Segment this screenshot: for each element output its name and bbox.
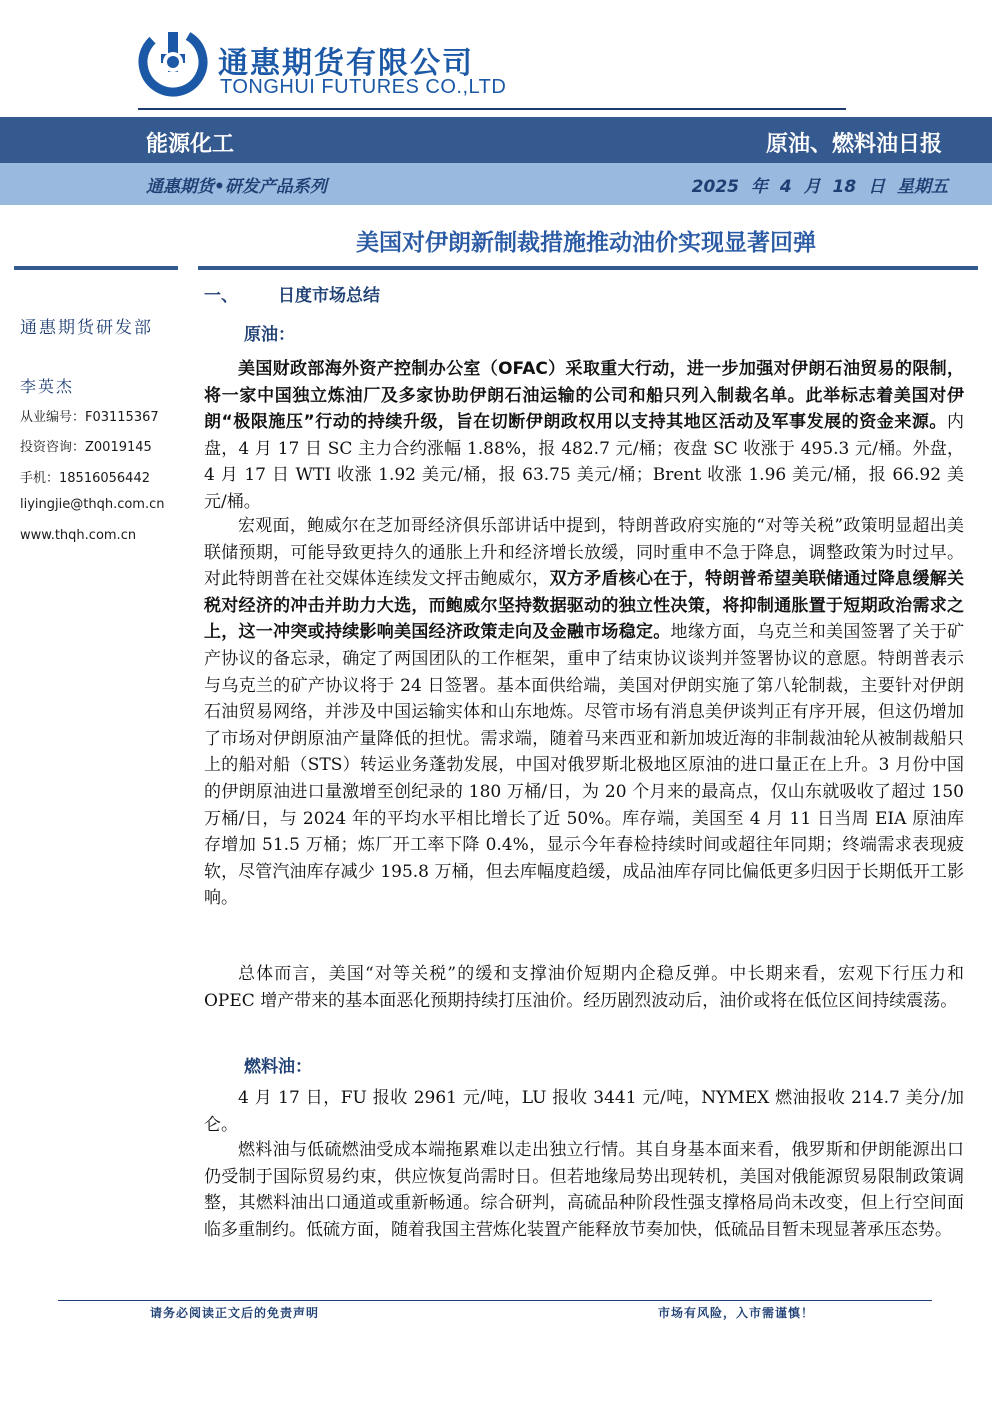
company-name-cn: 通惠期货有限公司 bbox=[218, 46, 474, 81]
sidebar-consult: 投资咨询：Z0019145 bbox=[20, 440, 152, 455]
sidebar-analyst: 李英杰 bbox=[20, 377, 75, 396]
section-heading bbox=[204, 281, 380, 306]
section-number: 一、 bbox=[204, 286, 238, 306]
crude-heading: 原油： bbox=[244, 325, 295, 345]
fuel-heading: 燃料油： bbox=[244, 1057, 312, 1077]
footer-rule bbox=[58, 1300, 932, 1301]
crude-paragraph-3: 总体而言，美国“对等关税”的缓和支撑油价短期内企稳反弹。中长期来看，宏观下行压力和 OPEC 增产带来的基本面恶化预期持续打压油价。经历剧烈波动后，油价或将在低位区间持续震荡。 bbox=[204, 964, 964, 1011]
sidebar-website: www.thqh.com.cn bbox=[20, 528, 137, 543]
series-label: 通惠期货•研发产品系列 bbox=[146, 177, 327, 197]
report-headline: 美国对伊朗新制裁措施推动油价实现显著回弹 bbox=[356, 230, 816, 256]
report-date bbox=[692, 172, 948, 197]
crude-p1-bold: 美国财政部海外资产控制办公室（OFAC）采取重大行动，进一步加强对伊朗石油贸易的限制，将一家中国独立炼油厂及多家协助伊朗石油运输的公司和船只列入制裁名单。此举标志着美国对伊朗“极限施压”行动的持续升级，旨在切断伊朗政权用以支持其地区活动及军事发展的资金来源。 bbox=[204, 359, 964, 433]
company-logo-icon bbox=[137, 26, 209, 98]
fuel-paragraph-1: 4 月 17 日，FU 报收 2961 元/吨，LU 报收 3441 元/吨，NYMEX 燃油报收 214.7 美分/加仑。 bbox=[204, 1088, 964, 1135]
weekday-text: 星期五 bbox=[897, 177, 948, 197]
crude-p1-rest: 内盘，4 月 17 日 SC 主力合约涨幅 1.88%，报 482.7 元/桶；夜盘 SC 收涨于 495.3 元/桶。外盘，4 月 17 日 WTI 收涨 1.92 美元/桶，报 63.75 美元/桶；Brent 收涨 1.96 美元/桶，报 66.92 美元/桶。 bbox=[204, 412, 964, 512]
crude-p2-bold: 双方矛盾核心在于，特朗普希望美联储通过降息缓解关税对经济的冲击并助力大选，而鲍威尔坚持数据驱动的独立性决策，将抑制通胀置于短期政治需求之上，这一冲突或持续影响美国经济政策走向及金融市场稳定。 bbox=[204, 569, 965, 643]
company-name-en: TONGHUI FUTURES CO.,LTD bbox=[220, 76, 507, 98]
header-rule bbox=[138, 108, 846, 110]
footer-risk-warning: 市场有风险，入市需谨慎！ bbox=[657, 1306, 814, 1320]
sidebar-license: 从业编号：F03115367 bbox=[20, 410, 159, 425]
date-text: 2025 年 4 月 18 日 bbox=[691, 177, 886, 197]
crude-paragraph-1 bbox=[204, 356, 964, 516]
sidebar-phone: 手机：18516056442 bbox=[20, 471, 150, 486]
sidebar-rule bbox=[14, 266, 178, 270]
footer-disclaimer: 请务必阅读正文后的免责声明 bbox=[150, 1306, 320, 1320]
sidebar-department: 通惠期货研发部 bbox=[20, 318, 153, 338]
crude-paragraph-2 bbox=[204, 513, 964, 912]
sidebar-email: liyingjie@thqh.com.cn bbox=[20, 497, 165, 512]
section-title: 日度市场总结 bbox=[278, 286, 380, 306]
report-type-title: 原油、燃料油日报 bbox=[765, 132, 942, 157]
crude-p2-rest: 地缘方面，乌克兰和美国签署了关于矿产协议的备忘录，确定了两国团队的工作框架，重申了结束协议谈判并签署协议的意愿。特朗普表示与乌克兰的矿产协议将于 24 日签署。基本面供给端，美国对伊朗实施了第八轮制裁，主要针对伊朗石油贸易网络，并涉及中国运输实体和山东地炼。尽管市场有消息美伊谈判正有序开展，但这仍增加了市场对伊朗原油产量降低的担忧。需求端，随着马来西亚和新加坡近海的非制裁油轮从被制裁船只上的船对船（STS）转运业务蓬勃发展，中国对俄罗斯北极地区原油的进口量正在上升。3 月份中国的伊朗原油进口量激增至创纪录的 180 万桶/日，为 20 个月来的最高点，仅山东就吸收了超过 150 万桶/日，与 2024 年的平均水平相比增长了近 50%。库存端，美国至 4 月 11 日当周 EIA 原油库存增加 51.5 万桶；炼厂开工率下降 0.4%，显示今年春检持续时间或超往年同期；终端需求表现疲软，尽管汽油库存减少 195.8 万桶，但去库幅度趋缓，成品油库存同比偏低更多归因于长期低开工影响。 bbox=[204, 622, 965, 909]
content-rule bbox=[198, 266, 978, 270]
crude-p2-start: 宏观面，鲍威尔在芝加哥经济俱乐部讲话中提到，特朗普政府实施的“对等关税”政策明显超出美联储预期，可能导致更持久的通胀上升和经济增长放缓，同时重申不急于降息，调整政策为时过早。对此特朗普在社交媒体连续发文抨击鲍威尔， bbox=[204, 516, 964, 590]
category-title: 能源化工 bbox=[146, 132, 235, 157]
fuel-paragraph-2: 燃料油与低硫燃油受成本端拖累难以走出独立行情。其自身基本面来看，俄罗斯和伊朗能源出口仍受制于国际贸易约束，供应恢复尚需时日。但若地缘局势出现转机，美国对俄能源贸易限制政策调整，其燃料油出口通道或重新畅通。综合研判，高硫品种阶段性强支撑格局尚未改变，但上行空间面临多重制约。低硫方面，随着我国主营炼化装置产能释放节奏加快，低硫品目暂未现显著承压态势。 bbox=[204, 1140, 964, 1240]
